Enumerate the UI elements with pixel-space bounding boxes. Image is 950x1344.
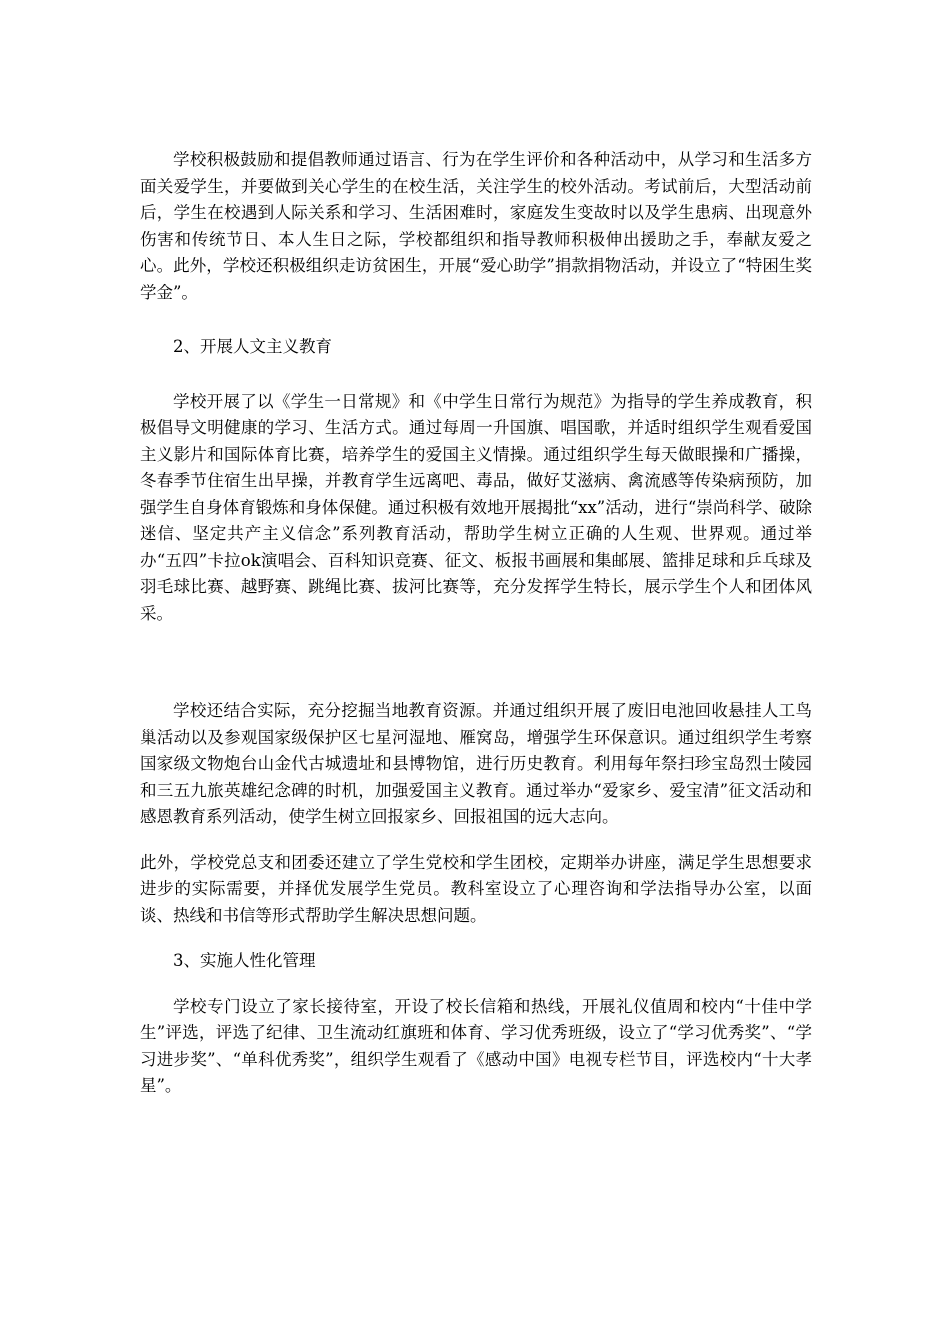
paragraph-management-measures: 学校专门设立了家长接待室，开设了校长信箱和热线，开展礼仪值周和校内“十佳中学生”评选，评选了纪律、卫生流动红旗班和体育、学习优秀班级，设立了“学习优秀奖”、“学习进步奖”、“单科优秀奖”，组织学生观看了《感动中国》电视专栏节目，评选校内“十大孝星”。 bbox=[140, 996, 812, 1095]
paragraph-habit-education: 学校开展了以《学生一日常规》和《中学生日常行为规范》为指导的学生养成教育，积极倡导文明健康的学习、生活方式。通过每周一升国旗、唱国歌，并适时组织学生观看爱国主义影片和国际体育比赛，培养学生的爱国主义情操。通过组织学生每天做眼操和广播操，冬春季节住宿生出早操，并教育学生远离吧、毒品，做好艾滋病、禽流感等传染病预防，加强学生自身体育锻炼和身体保健。通过积极有效地开展揭批“xx”活动，进行“崇尚科学、破除迷信、坚定共产主义信念”系列教育活动，帮助学生树立正确的人生观、世界观。通过举办“五四”卡拉ok演唱会、百科知识竞赛、征文、板报书画展和集邮展、篮排足球和乒乓球及羽毛球比赛、越野赛、跳绳比赛、拔河比赛等，充分发挥学生特长，展示学生个人和团体风采。 bbox=[140, 391, 812, 623]
section-heading-humanistic-education: 2、开展人文主义教育 bbox=[173, 337, 332, 356]
document-body bbox=[140, 147, 812, 1100]
paragraph-party-school: 此外，学校党总支和团委还建立了学生党校和学生团校，定期举办讲座，满足学生思想要求进步的实际需要，并择优发展学生党员。教科室设立了心理咨询和学法指导办公室，以面谈、热线和书信等形式帮助学生解决思想问题。 bbox=[140, 852, 812, 925]
paragraph-care-for-students: 学校积极鼓励和提倡教师通过语言、行为在学生评价和各种活动中，从学习和生活多方面关爱学生，并要做到关心学生的在校生活，关注学生的校外活动。考试前后，大型活动前后，学生在校遇到人际关系和学习、生活困难时，家庭发生变故时以及学生患病、出现意外伤害和传统节日、本人生日之际，学校都组织和指导教师积极伸出援助之手，奉献友爱之心。此外，学校还积极组织走访贫困生，开展“爱心助学”捐款捐物活动，并设立了“特困生奖学金”。 bbox=[140, 150, 812, 302]
section-heading-humanized-management: 3、实施人性化管理 bbox=[173, 951, 316, 970]
paragraph-local-resources: 学校还结合实际，充分挖掘当地教育资源。并通过组织开展了废旧电池回收悬挂人工鸟巢活动以及参观国家级保护区七星河湿地、雁窝岛，增强学生环保意识。通过组织学生考察国家级文物炮台山金代古城遗址和县博物馆，进行历史教育。利用每年祭扫珍宝岛烈士陵园和三五九旅英雄纪念碑的时机，加强爱国主义教育。通过举办“爱家乡、爱宝清”征文活动和感恩教育系列活动，使学生树立回报家乡、回报祖国的远大志向。 bbox=[140, 701, 812, 826]
